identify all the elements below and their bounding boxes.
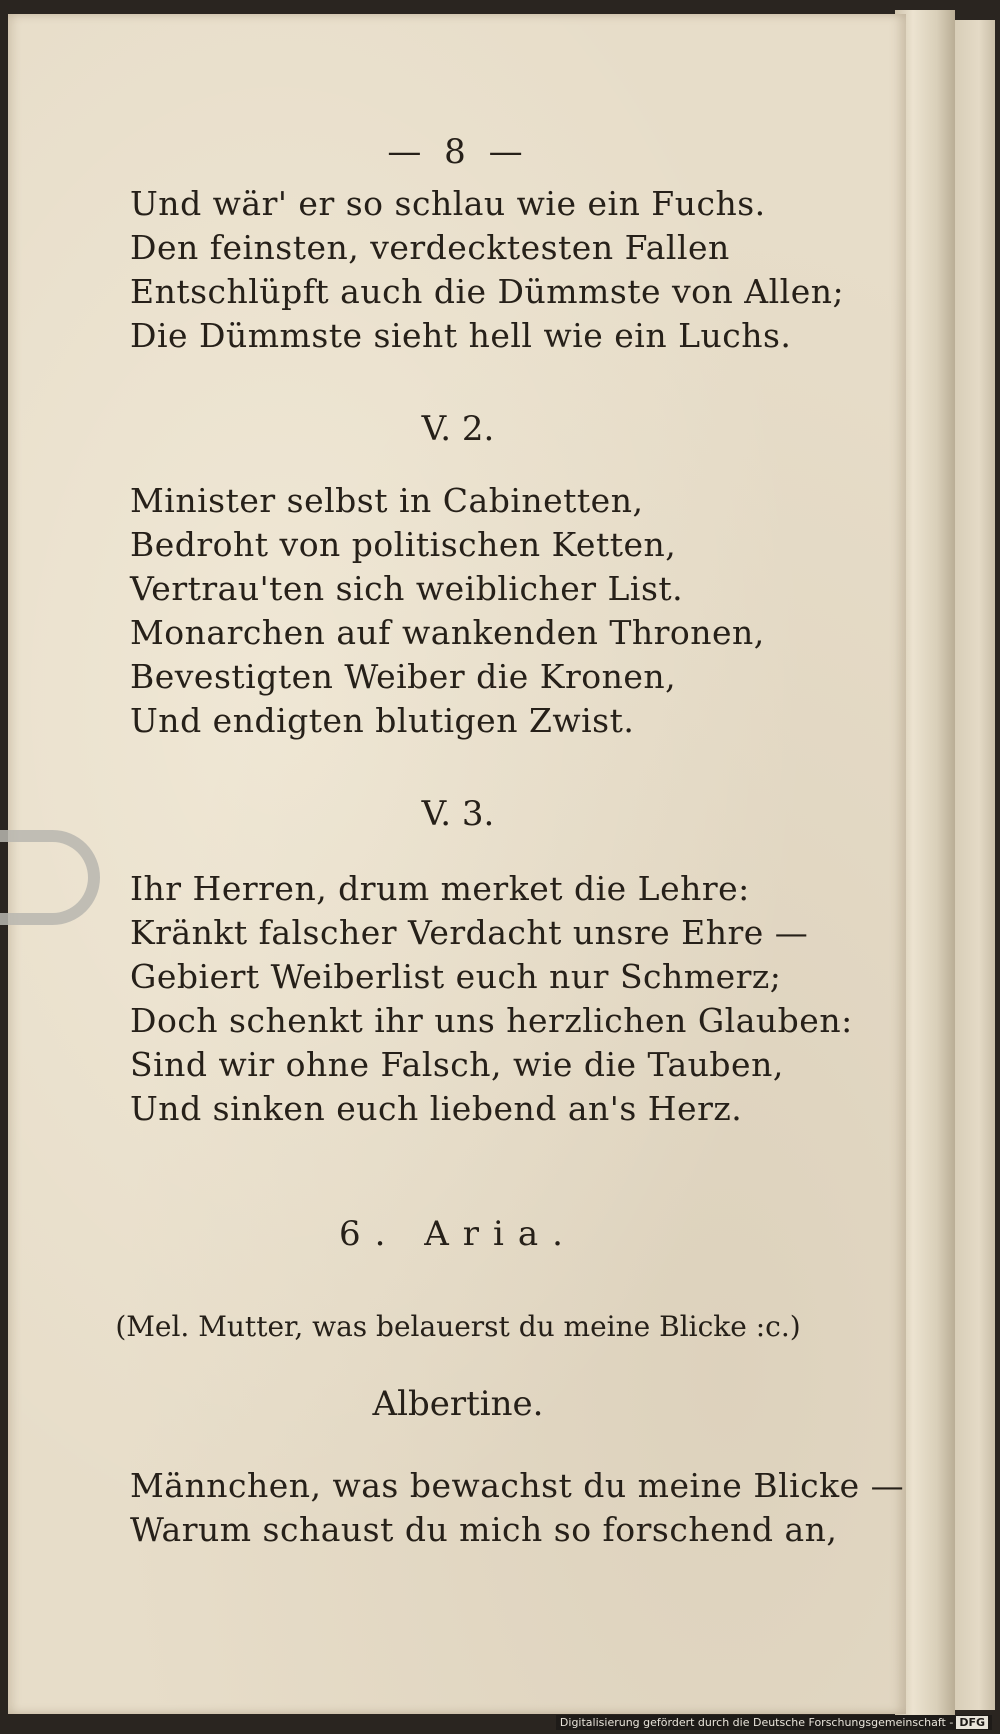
verse-line: Sind wir ohne Falsch, wie die Tauben,	[130, 1045, 784, 1084]
speaker-name: Albertine.	[372, 1384, 544, 1424]
stanza-2	[130, 479, 870, 743]
verse-line: Vertrau'ten sich weiblicher List.	[130, 569, 684, 608]
next-page-edge	[955, 20, 995, 1710]
verse-3-heading: V. 3.	[421, 794, 495, 834]
verse-line: Und sinken euch liebend an's Herz.	[130, 1089, 743, 1128]
melody-note: (Mel. Mutter, was belauerst du meine Blicke :c.)	[115, 1310, 801, 1343]
stanza-3	[130, 867, 870, 1131]
verse-line: Warum schaust du mich so forschend an,	[130, 1510, 838, 1549]
verse-line: Den feinsten, verdecktesten Fallen	[130, 228, 730, 267]
verse-2-heading: V. 2.	[421, 409, 495, 449]
page-number: — 8 —	[387, 132, 529, 172]
verse-line: Die Dümmste sieht hell wie ein Luchs.	[130, 316, 792, 355]
digitization-footer	[556, 1715, 992, 1730]
verse-line: Monarchen auf wankenden Thronen,	[130, 613, 765, 652]
verse-line: Ihr Herren, drum merket die Lehre:	[130, 869, 750, 908]
stanza-1	[130, 182, 870, 358]
stanza-4	[130, 1464, 905, 1552]
paper-clip	[0, 830, 100, 925]
verse-line: Gebiert Weiberlist euch nur Schmerz;	[130, 957, 782, 996]
verse-line: Und endigten blutigen Zwist.	[130, 701, 635, 740]
aria-heading: 6. Aria.	[338, 1214, 577, 1254]
verse-line: Und wär' er so schlau wie ein Fuchs.	[130, 184, 766, 223]
verse-line: Bedroht von politischen Ketten,	[130, 525, 677, 564]
verse-line: Männchen, was bewachst du meine Blicke —	[130, 1466, 905, 1505]
footer-text: Digitalisierung gefördert durch die Deutsche Forschungsgemeinschaft -	[559, 1716, 954, 1729]
book-page	[8, 14, 906, 1714]
verse-line: Doch schenkt ihr uns herzlichen Glauben:	[130, 1001, 853, 1040]
verse-line: Kränkt falscher Verdacht unsre Ehre —	[130, 913, 809, 952]
verse-line: Bevestigten Weiber die Kronen,	[130, 657, 677, 696]
verse-line: Entschlüpft auch die Dümmste von Allen;	[130, 272, 845, 311]
dfg-badge: DFG	[956, 1716, 988, 1729]
verse-line: Minister selbst in Cabinetten,	[130, 481, 644, 520]
